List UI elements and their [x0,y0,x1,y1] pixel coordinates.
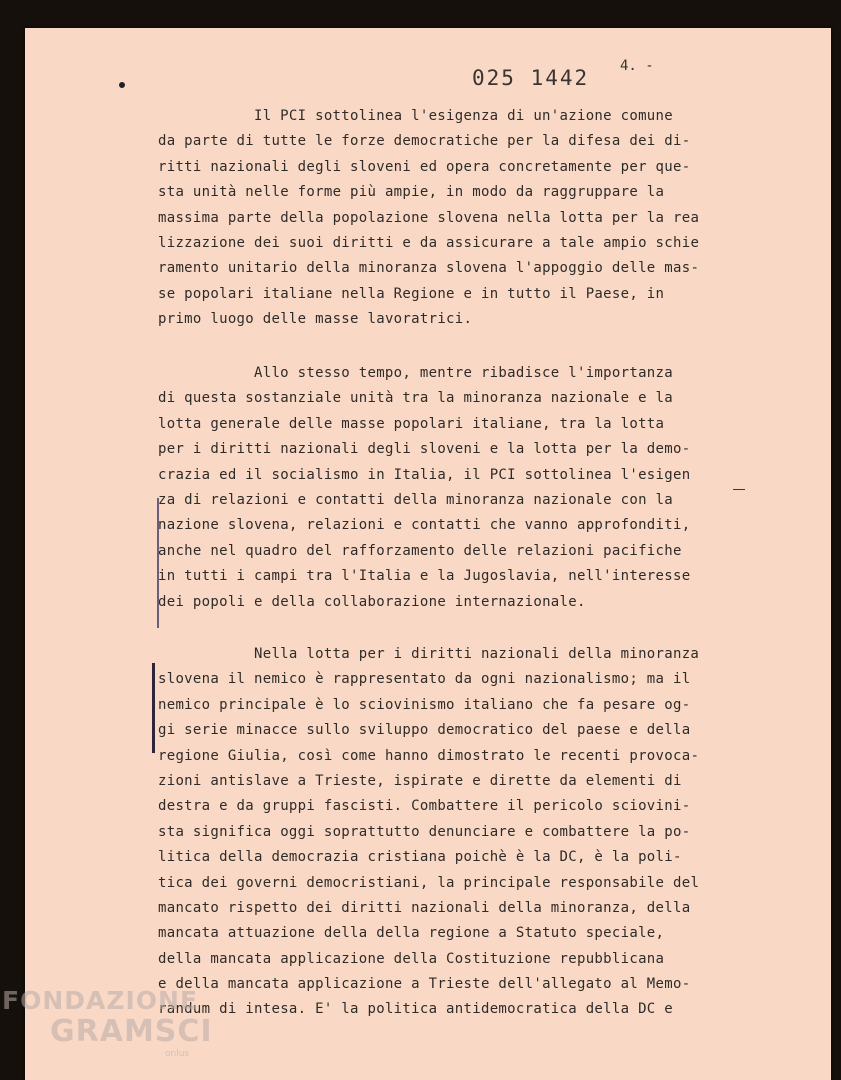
watermark-line: FONDAZIONE [2,986,199,1015]
text-line: destra e da gruppi fascisti. Combattere il pericolo sciovini- [158,798,691,815]
text-line: ritti nazionali degli sloveni ed opera concretamente per que- [158,158,691,175]
page-number: 4. - [620,58,654,74]
text-line: lotta generale delle masse popolari italiane, tra la lotta [158,415,665,432]
watermark-line: GRAMSCI [50,1014,213,1049]
text-line: mancata attuazione della della regione a Statuto speciale, [158,925,665,942]
ink-underline [733,489,745,490]
text-line: Nella lotta per i diritti nazionali della minoranza [254,646,700,662]
text-line: zioni antislave a Trieste, ispirate e dirette da elementi di [158,772,682,789]
text-line: Il PCI sottolinea l'esigenza di un'azione comune [254,108,673,124]
text-line: tica dei governi democristiani, la principale responsabile del [158,874,700,891]
text-line: della mancata applicazione della Costituzione repubblicana [158,950,665,967]
text-line: nazione slovena, relazioni e contatti che vanno approfonditi, [158,517,691,534]
text-line: sta significa oggi soprattutto denunciare e combattere la po- [158,823,691,840]
text-line: randum di intesa. E' la politica antidemocratica della DC e [158,1001,673,1018]
text-line: crazia ed il socialismo in Italia, il PCI sottolinea l'esigen [158,466,691,483]
margin-pen-mark [157,498,159,628]
text-line: e della mancata applicazione a Trieste dell'allegato al Memo- [158,976,691,993]
text-line: za di relazioni e contatti della minoranza nazionale con la [158,491,673,508]
text-line: primo luogo delle masse lavoratrici. [158,311,473,328]
punch-mark [119,82,125,88]
text-line: da parte di tutte le forze democratiche per la difesa dei di- [158,133,691,150]
text-line: sta unità nelle forme più ampie, in modo da raggruppare la [158,184,665,201]
text-line: litica della democrazia cristiana poichè è la DC, è la poli- [158,849,682,866]
paragraph-1 [158,104,758,333]
text-line: se popolari italiane nella Regione e in tutto il Paese, in [158,285,665,302]
watermark-logo [2,986,213,1059]
text-line: Allo stesso tempo, mentre ribadisce l'importanza [254,365,673,381]
text-line: di questa sostanziale unità tra la minoranza nazionale e la [158,390,673,407]
text-line: mancato rispetto dei diritti nazionali della minoranza, della [158,899,691,916]
text-line: dei popoli e della collaborazione internazionale. [158,593,586,610]
text-line: anche nel quadro del rafforzamento delle relazioni pacifiche [158,542,682,559]
text-line: ramento unitario della minoranza slovena l'appoggio delle mas- [158,260,700,277]
text-line: lizzazione dei suoi diritti e da assicurare a tale ampio schie [158,234,700,251]
text-line: regione Giulia, così come hanno dimostrato le recenti provoca- [158,747,700,764]
paragraph-2 [158,361,758,615]
text-line: nemico principale è lo sciovinismo italiano che fa pesare og- [158,696,691,713]
text-line: in tutti i campi tra l'Italia e la Jugoslavia, nell'interesse [158,568,691,585]
watermark-line: onlus [165,1049,190,1059]
archive-number: 025 1442 [472,66,590,90]
margin-pen-mark [152,663,155,753]
text-line: per i diritti nazionali degli sloveni e la lotta per la demo- [158,441,691,458]
text-line: gi serie minacce sullo sviluppo democratico del paese e della [158,722,691,739]
text-line: massima parte della popolazione slovena nella lotta per la rea [158,209,700,226]
paragraph-3 [158,642,758,1023]
text-line: slovena il nemico è rappresentato da ogni nazionalismo; ma il [158,671,691,688]
